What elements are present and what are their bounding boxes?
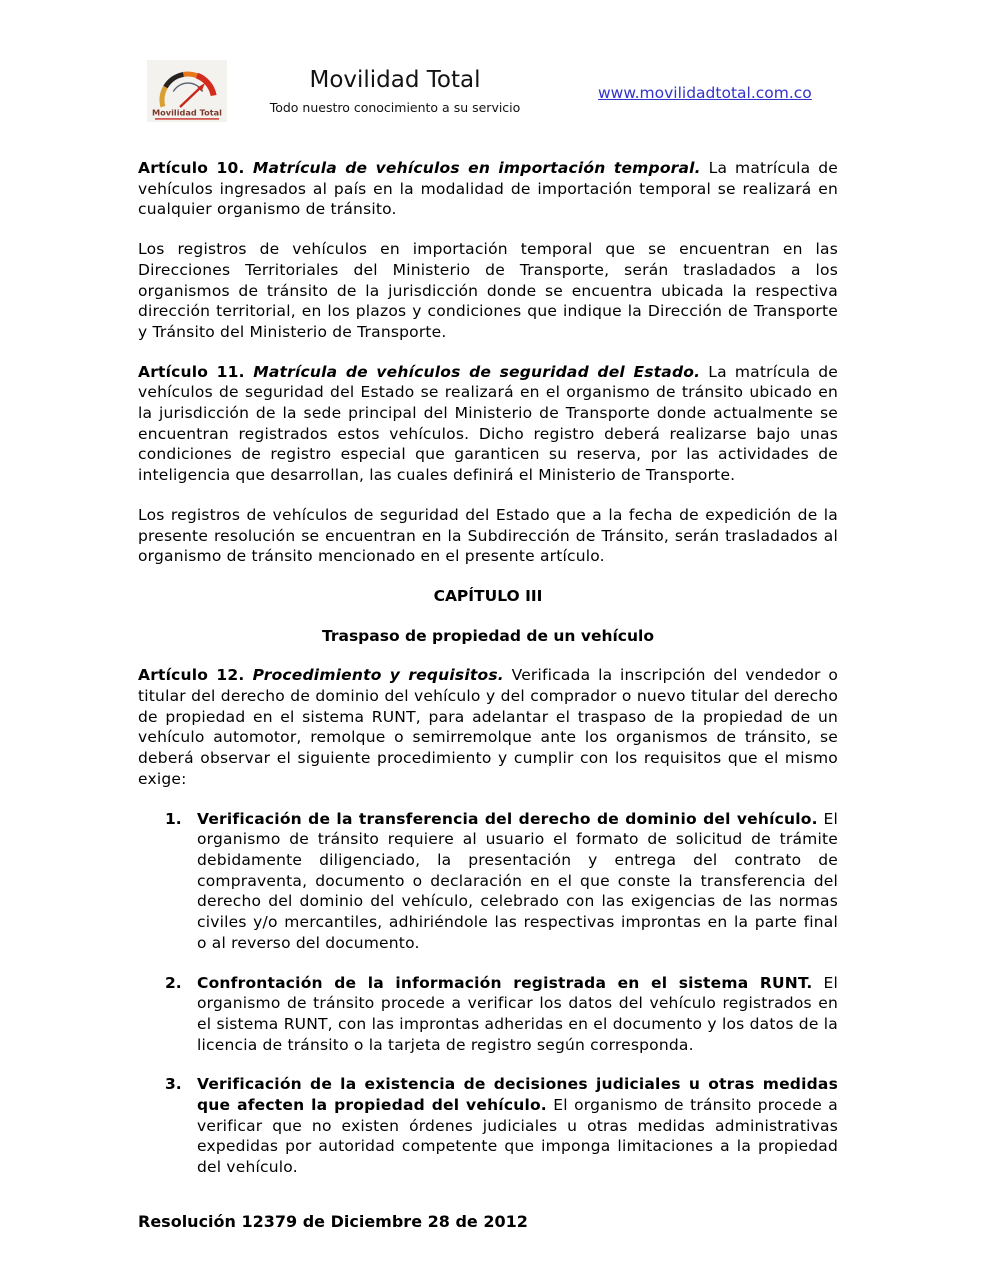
- list-item-2-number: 2.: [165, 973, 182, 992]
- chapter-heading: CAPÍTULO III: [433, 586, 543, 605]
- speedometer-icon: [147, 60, 227, 122]
- document-body: [138, 158, 838, 1232]
- logo-slogan-strip: [155, 118, 219, 120]
- list-item-2: [138, 973, 838, 1056]
- logo-wordmark: Movilidad Total: [152, 107, 222, 118]
- header-title-block: [245, 66, 545, 116]
- list-item-1-number: 1.: [165, 809, 182, 828]
- paragraph-articulo-10: Artículo 10. Matrícula de vehículos en importación temporal. La matrícula de vehículos ingresados al país en la modalidad de importación temporal se realizará en cualquier organismo de tránsito.: [138, 159, 838, 219]
- website-link[interactable]: www.movilidadtotal.com.co: [598, 84, 812, 102]
- movilidad-total-logo: [147, 60, 227, 122]
- paragraph-registros-importacion: Los registros de vehículos en importación temporal que se encuentran en las Direcciones Territoriales del Ministerio de Transporte, serán trasladados a los organismos de tránsito de la jurisdicción donde se encuentra ubicada la respectiva dirección territorial, en los plazos y condiciones que indique la Dirección de Transporte y Tránsito del Ministerio de Transporte.: [138, 240, 838, 341]
- paragraph-registros-seguridad: Los registros de vehículos de seguridad del Estado que a la fecha de expedición de la presente resolución se encuentran en la Subdirección de Tránsito, serán trasladados al organismo de tránsito mencionado en el presente artículo.: [138, 505, 838, 566]
- requirements-list: [138, 809, 838, 1178]
- list-item-3: [138, 1074, 838, 1178]
- paragraph-articulo-11: Artículo 11. Matrícula de vehículos de seguridad del Estado. La matrícula de vehículos de seguridad del Estado se realizará en el organismo de tránsito ubicado en la jurisdicción de la sede principal del Ministerio de Transporte donde actualmente se encuentran registrados estos vehículos. Dicho registro deberá realizarse bajo unas condiciones de registro especial que garanticen su reserva, por las actividades de inteligencia que desarrollan, las cuales definirá el Ministerio de Transporte.: [138, 362, 838, 485]
- document-header: [0, 0, 990, 158]
- header-tagline: Todo nuestro conocimiento a su servicio: [269, 100, 521, 115]
- list-item-3-text: Verificación de la existencia de decisiones judiciales u otras medidas que afecten la propiedad del vehículo. El organismo de tránsito procede a verificar que no existen órdenes judiciales u otras medidas administrativas expedidas por autoridad competente que imponga limitaciones a la propiedad del vehículo.: [197, 1075, 838, 1177]
- list-item-3-number: 3.: [165, 1075, 182, 1094]
- list-item-1-text: Verificación de la transferencia del derecho de dominio del vehículo. El organismo de tránsito requiere al usuario el formato de solicitud de trámite debidamente diligenciado, la presentación y entrega del contrato de compraventa, documento o declaración en el que conste la transferencia del derecho del dominio del vehículo, celebrado con las exigencias de las normas civiles y/o mercantiles, adhiriéndole las respectivas improntas en la parte final o al reverso del documento.: [197, 809, 838, 952]
- chapter-subheading: Traspaso de propiedad de un vehículo: [321, 626, 654, 645]
- page-title: Movilidad Total: [309, 67, 481, 93]
- list-item-2-text: Confrontación de la información registrada en el sistema RUNT. El organismo de tránsito procede a verificar los datos del vehículo registrados en el sistema RUNT, con las improntas adheridas en el documento y los datos de la licencia de tránsito o la tarjeta de registro según corresponda.: [197, 973, 838, 1054]
- document-footer: Resolución 12379 de Diciembre 28 de 2012: [138, 1211, 528, 1231]
- paragraph-articulo-12: Artículo 12. Procedimiento y requisitos. Verificada la inscripción del vendedor o titular del derecho de dominio del vehículo y del comprador o nuevo titular del derecho de propiedad en el sistema RUNT, para adelantar el traspaso de la propiedad de un vehículo automotor, remolque o semirremolque ante los organismos de tránsito, se deberá observar el siguiente procedimiento y cumplir con los requisitos que el mismo exige:: [138, 666, 838, 788]
- list-item-1: [138, 809, 838, 954]
